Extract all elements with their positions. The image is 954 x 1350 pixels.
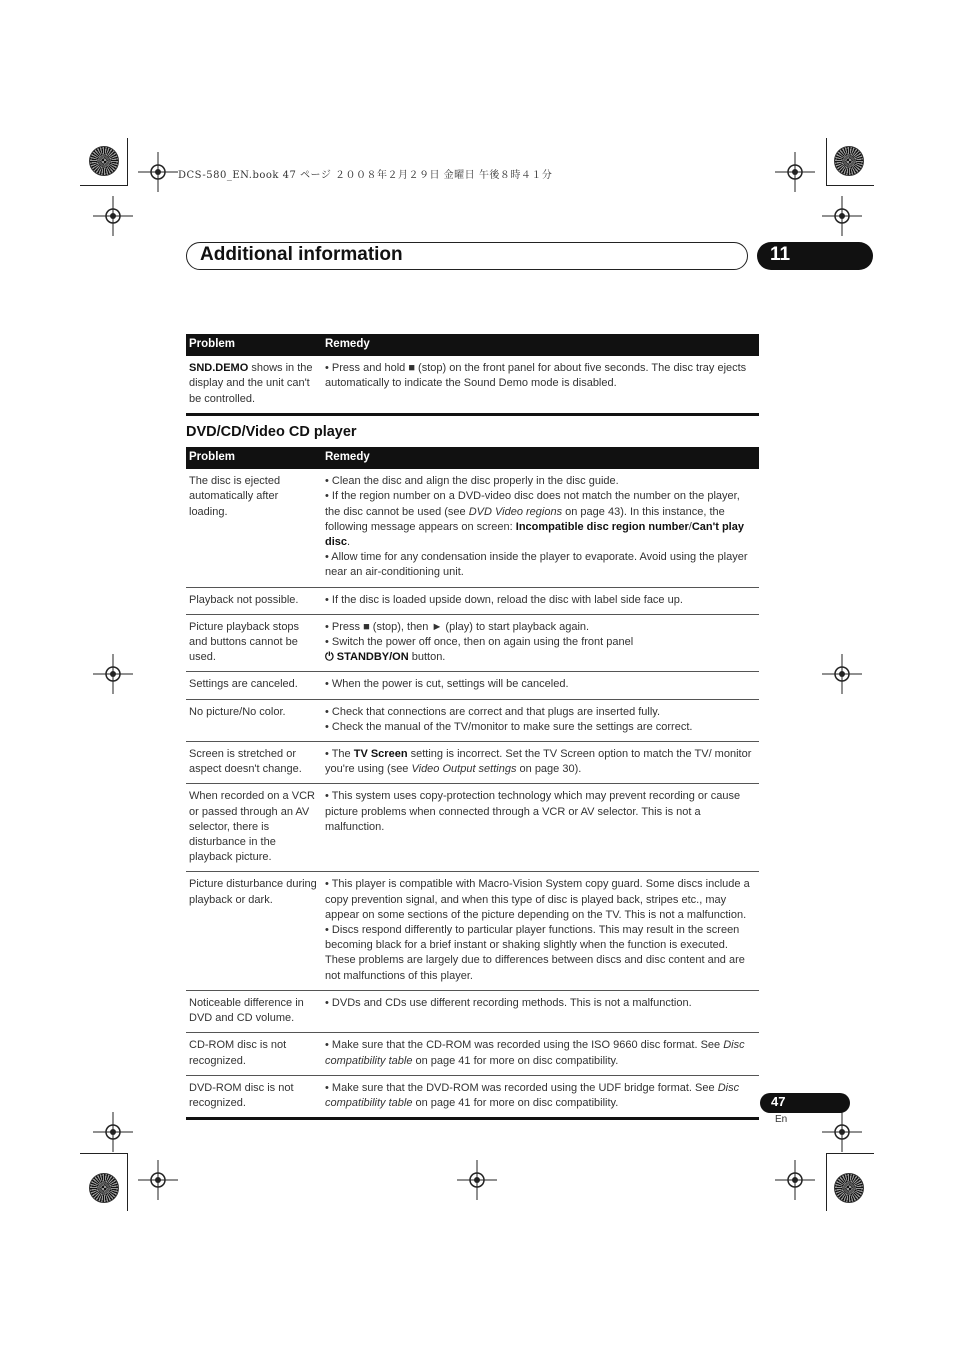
column-header-remedy: Remedy xyxy=(322,334,759,356)
remedy-text: • The xyxy=(325,748,354,761)
crosshair-icon xyxy=(93,1112,133,1152)
remedy-cell xyxy=(322,1075,759,1118)
remedy-line: • This player is compatible with Macro-Vision System copy guard. Some discs include a copy prevention signal, and when this type of disc is played back, stripes etc., may appear on some sections of the picture depending on the TV. This is not a malfunction. xyxy=(325,878,750,921)
crosshair-icon xyxy=(822,1112,862,1152)
remedy-line: • Check that connections are correct and that plugs are inserted fully. xyxy=(325,705,661,718)
remedy-line xyxy=(325,1038,756,1068)
troubleshooting-table-general xyxy=(186,334,759,416)
registration-sunburst-icon xyxy=(89,146,119,176)
remedy-line: • DVDs and CDs use different recording methods. This is not a malfunction. xyxy=(325,996,692,1009)
crosshair-icon xyxy=(138,152,178,192)
problem-cell: The disc is ejected automatically after loading. xyxy=(186,469,322,587)
remedy-text: on page 30). xyxy=(516,763,582,776)
remedy-text: • Make sure that the CD-ROM was recorded using the ISO 9660 disc format. See xyxy=(325,1039,724,1052)
registration-sunburst-icon xyxy=(89,1173,119,1203)
table-row xyxy=(186,872,759,990)
remedy-cell xyxy=(322,872,759,990)
page-reference: Video Output settings xyxy=(411,763,517,776)
standby-button-label: ⏻ STANDBY/ON xyxy=(325,651,409,664)
remedy-cell xyxy=(322,742,759,784)
section-heading: DVD/CD/Video CD player xyxy=(186,424,357,440)
remedy-text: button. xyxy=(408,651,446,664)
remedy-cell xyxy=(322,469,759,587)
crosshair-icon xyxy=(138,1160,178,1200)
remedy-line: • When the power is cut, settings will be canceled. xyxy=(325,678,569,691)
remedy-text: • Make sure that the DVD-ROM was recorded using the UDF bridge format. See xyxy=(325,1081,718,1094)
remedy-line xyxy=(325,650,756,665)
crosshair-icon xyxy=(775,1160,815,1200)
problem-cell: CD-ROM disc is not recognized. xyxy=(186,1033,322,1075)
remedy-line: • Allow time for any condensation inside the player to evaporate. Avoid using the player near an air-conditioning unit. xyxy=(325,551,748,579)
crop-mark xyxy=(826,138,827,186)
table-row xyxy=(186,587,759,614)
table-row xyxy=(186,672,759,699)
remedy-cell xyxy=(322,614,759,672)
problem-cell: Noticeable difference in DVD and CD volume. xyxy=(186,990,322,1032)
remedy-text: . xyxy=(347,536,351,549)
table-row xyxy=(186,990,759,1032)
remedy-cell xyxy=(322,587,759,614)
remedy-line: • Clean the disc and align the disc properly in the disc guide. xyxy=(325,475,619,488)
chapter-number: 11 xyxy=(770,244,791,265)
column-header-problem: Problem xyxy=(186,334,322,356)
crop-mark xyxy=(826,1153,874,1154)
crop-mark xyxy=(80,1153,128,1154)
problem-cell: When recorded on a VCR or passed through an AV selector, there is disturbance in the playback picture. xyxy=(186,784,322,872)
crosshair-icon xyxy=(93,654,133,694)
crosshair-icon xyxy=(822,654,862,694)
remedy-line: • If the disc is loaded upside down, reload the disc with label side face up. xyxy=(325,593,683,606)
table-row xyxy=(186,699,759,741)
table-row xyxy=(186,742,759,784)
remedy-line: • Check the manual of the TV/monitor to make sure the settings are correct. xyxy=(325,720,693,733)
problem-text: shows in the display and the unit can't be controlled. xyxy=(189,362,313,405)
page-number: 47 xyxy=(771,1094,786,1109)
remedy-line xyxy=(325,1081,756,1111)
remedy-text: on page 43). In this instance, the following message appears on screen: xyxy=(325,505,725,533)
chapter-title: Additional information xyxy=(200,244,403,265)
remedy-line: • This system uses copy-protection technology which may prevent recording or cause picture problems when connected through a VCR or AV selector. This is not a malfunction. xyxy=(325,790,741,833)
table-row xyxy=(186,1075,759,1118)
problem-cell: Picture disturbance during playback or dark. xyxy=(186,872,322,990)
remedy-line: • Discs respond differently to particular player functions. This may result in the screen becoming black for a brief instant or shaking slightly when the function is executed. These problems are largely due to differences between discs and disc content and are not malfunctions of this player. xyxy=(325,924,745,982)
remedy-line: • Press ■ (stop), then ► (play) to start playback again. xyxy=(325,620,590,633)
crosshair-icon xyxy=(457,1160,497,1200)
problem-cell: DVD-ROM disc is not recognized. xyxy=(186,1075,322,1118)
table-row xyxy=(186,1033,759,1075)
remedy-cell xyxy=(322,784,759,872)
crosshair-icon xyxy=(775,152,815,192)
crop-mark xyxy=(80,185,128,186)
remedy-text: on page 41 for more on disc compatibility. xyxy=(412,1096,619,1109)
problem-cell: Screen is stretched or aspect doesn't change. xyxy=(186,742,322,784)
remedy-text: / xyxy=(688,520,692,533)
remedy-cell xyxy=(322,1033,759,1075)
page-reference: DVD Video regions xyxy=(468,505,563,518)
setting-name: TV Screen xyxy=(353,748,408,761)
page-language: En xyxy=(775,1114,788,1125)
crosshair-icon xyxy=(93,196,133,236)
remedy-cell xyxy=(322,699,759,741)
remedy-text: • If the region number on a DVD-video disc does not match the number on the player, the disc cannot be used (see xyxy=(325,490,740,518)
problem-cell: Playback not possible. xyxy=(186,587,322,614)
crop-mark xyxy=(826,185,874,186)
remedy-cell xyxy=(322,990,759,1032)
registration-sunburst-icon xyxy=(834,146,864,176)
column-header-remedy: Remedy xyxy=(322,447,759,469)
remedy-text: setting is incorrect. Set the TV Screen option to match the TV/ monitor you're using (see xyxy=(325,748,752,776)
crosshair-icon xyxy=(822,196,862,236)
page-reference: Disc compatibility table xyxy=(325,1081,740,1109)
crop-mark xyxy=(127,1153,128,1211)
crop-mark xyxy=(826,1153,827,1211)
remedy-cell xyxy=(322,672,759,699)
remedy-cell xyxy=(322,356,759,414)
remedy-line: • Press and hold ■ (stop) on the front panel for about five seconds. The disc tray ejects automatically to indicate the Sound Demo mode is disabled. xyxy=(325,362,747,390)
column-header-problem: Problem xyxy=(186,447,322,469)
problem-cell: Settings are canceled. xyxy=(186,672,322,699)
problem-cell: No picture/No color. xyxy=(186,699,322,741)
troubleshooting-table-dvd xyxy=(186,447,759,1120)
problem-keyword: SND.DEMO xyxy=(189,362,249,375)
screen-message: Can't play disc xyxy=(325,520,744,549)
table-row xyxy=(186,469,759,587)
screen-message: Incompatible disc region number xyxy=(515,520,689,533)
table-row xyxy=(186,614,759,672)
problem-cell: Picture playback stops and buttons cannot be used. xyxy=(186,614,322,672)
crop-mark xyxy=(127,138,128,186)
problem-cell xyxy=(186,356,322,414)
remedy-line xyxy=(325,489,756,550)
table-row xyxy=(186,356,759,414)
remedy-line xyxy=(325,747,756,777)
print-metadata: DCS-580_EN.book 47 ページ ２００８年２月２９日 金曜日 午後８時４１分 xyxy=(178,170,553,181)
page-reference: Disc compatibility table xyxy=(325,1039,745,1067)
registration-sunburst-icon xyxy=(834,1173,864,1203)
table-row xyxy=(186,784,759,872)
remedy-text: on page 41 for more on disc compatibility. xyxy=(412,1054,619,1067)
remedy-line: • Switch the power off once, then on again using the front panel xyxy=(325,636,634,649)
